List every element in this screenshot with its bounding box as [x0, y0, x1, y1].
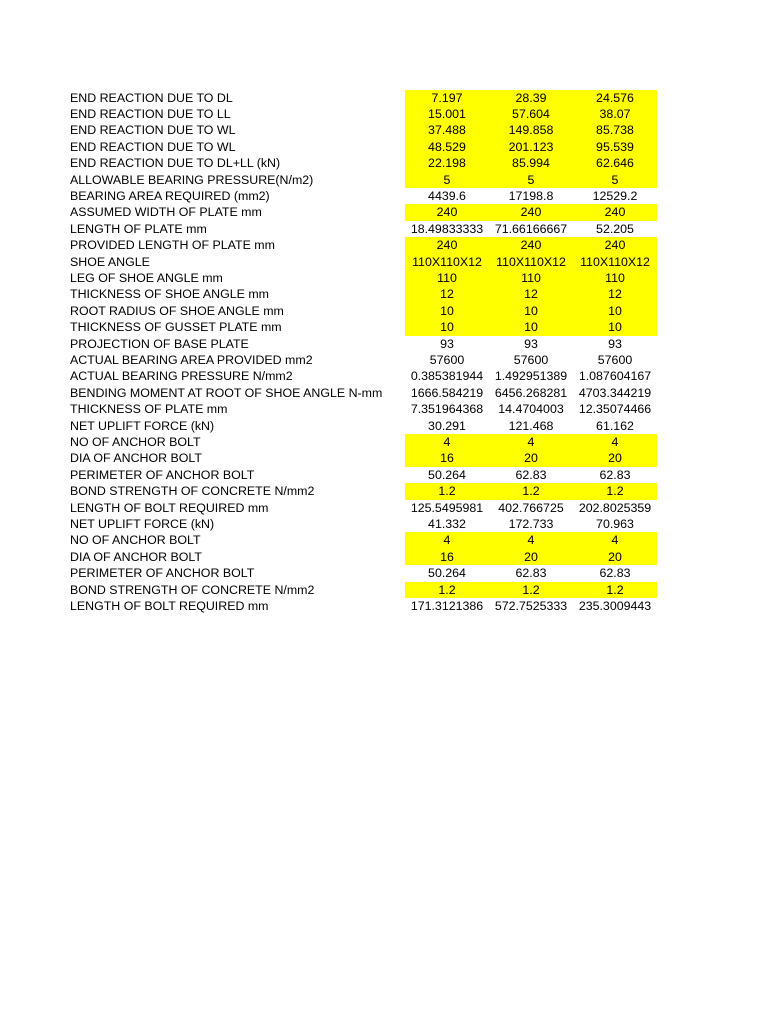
row-label[interactable]: END REACTION DUE TO DL: [70, 90, 233, 105]
table-row: [0, 122, 768, 138]
value-cell[interactable]: 4: [527, 435, 535, 449]
value-cell[interactable]: 1.2: [522, 484, 540, 499]
row-label[interactable]: END REACTION DUE TO WL: [70, 139, 236, 154]
value-cell[interactable]: 240: [604, 205, 626, 220]
row-label[interactable]: ACTUAL BEARING AREA PROVIDED mm2: [70, 353, 313, 367]
value-cell[interactable]: 93: [608, 336, 622, 351]
value-cell[interactable]: 4703.344219: [578, 385, 652, 400]
value-cell[interactable]: 16: [440, 451, 454, 466]
row-label[interactable]: NET UPLIFT FORCE (kN): [70, 418, 215, 433]
value-cell[interactable]: 30.291: [428, 418, 466, 433]
table-row: [0, 336, 768, 352]
value-cell[interactable]: 6456.268281: [494, 385, 568, 400]
value-cell[interactable]: 121.468: [508, 418, 554, 433]
value-cell[interactable]: 62.83: [515, 566, 547, 581]
table-row: [0, 237, 768, 253]
row-label[interactable]: PROJECTION OF BASE PLATE: [70, 336, 249, 351]
row-label[interactable]: THICKNESS OF SHOE ANGLE mm: [70, 287, 269, 302]
value-cell[interactable]: 7.197: [431, 90, 463, 105]
row-label[interactable]: LEG OF SHOE ANGLE mm: [70, 271, 223, 285]
row-label[interactable]: ASSUMED WIDTH OF PLATE mm: [70, 205, 262, 220]
row-label[interactable]: ALLOWABLE BEARING PRESSURE(N/m2): [70, 172, 314, 187]
value-cell[interactable]: 5: [527, 172, 535, 187]
table-row: [0, 434, 768, 450]
value-cell[interactable]: 4: [443, 435, 451, 449]
table-row: [0, 483, 768, 499]
value-cell[interactable]: 28.39: [515, 90, 547, 105]
value-cell[interactable]: 125.5495981: [410, 500, 484, 515]
row-label[interactable]: BOND STRENGTH OF CONCRETE N/mm2: [70, 582, 315, 597]
value-cell[interactable]: 12: [440, 287, 454, 302]
value-cell[interactable]: 240: [520, 205, 542, 220]
value-cell[interactable]: 24.576: [596, 90, 634, 105]
value-cell[interactable]: 62.83: [515, 467, 547, 482]
value-cell[interactable]: 1.2: [438, 484, 456, 499]
row-label[interactable]: PROVIDED LENGTH OF PLATE mm: [70, 238, 275, 253]
value-cell[interactable]: 110: [437, 271, 457, 285]
value-cell[interactable]: 10: [524, 303, 538, 318]
value-cell[interactable]: 1.2: [606, 484, 624, 499]
table-row: [0, 270, 768, 286]
value-cell[interactable]: 1.2: [606, 582, 624, 597]
value-cell[interactable]: 4439.6: [428, 189, 466, 203]
value-cell[interactable]: 62.83: [599, 566, 631, 581]
table-row: [0, 286, 768, 302]
row-label[interactable]: DIA OF ANCHOR BOLT: [70, 451, 202, 466]
value-cell[interactable]: 149.858: [508, 123, 554, 138]
value-cell[interactable]: 240: [436, 205, 458, 220]
table-row: [0, 319, 768, 335]
row-label[interactable]: PERIMETER OF ANCHOR BOLT: [70, 467, 255, 482]
value-cell[interactable]: 0.385381944: [410, 369, 484, 384]
value-cell[interactable]: 71.66166667: [494, 221, 568, 236]
value-cell[interactable]: 110X110X12: [580, 254, 650, 269]
value-cell[interactable]: 22.198: [428, 156, 466, 171]
table-row: [0, 139, 768, 155]
value-cell[interactable]: 1.2: [438, 582, 456, 597]
row-label[interactable]: END REACTION DUE TO DL+LL (kN): [70, 156, 281, 171]
table-row: [0, 221, 768, 237]
value-cell[interactable]: 10: [524, 320, 538, 335]
value-cell[interactable]: 235.3009443: [578, 599, 652, 613]
table-row: [0, 418, 768, 434]
value-cell[interactable]: 93: [440, 336, 454, 351]
value-cell[interactable]: 16: [440, 549, 454, 564]
table-row: [0, 467, 768, 483]
row-label[interactable]: THICKNESS OF PLATE mm: [70, 402, 228, 417]
value-cell[interactable]: 50.264: [428, 467, 466, 482]
value-cell[interactable]: 57600: [429, 353, 465, 367]
value-cell[interactable]: 171.3121386: [410, 599, 484, 613]
table-row: [0, 385, 768, 401]
table-row: [0, 368, 768, 384]
value-cell[interactable]: 12: [524, 287, 538, 302]
value-cell[interactable]: 201.123: [508, 139, 554, 154]
table-row: [0, 450, 768, 466]
table-row: [0, 254, 768, 270]
value-cell[interactable]: 240: [604, 238, 626, 253]
value-cell[interactable]: 1.087604167: [578, 369, 652, 384]
row-label[interactable]: BOND STRENGTH OF CONCRETE N/mm2: [70, 484, 315, 499]
row-label[interactable]: ACTUAL BEARING PRESSURE N/mm2: [70, 369, 293, 384]
value-cell[interactable]: 4: [611, 435, 619, 449]
value-cell[interactable]: 1.2: [522, 582, 540, 597]
value-cell[interactable]: 37.488: [428, 123, 466, 138]
value-cell[interactable]: 14.4704003: [498, 402, 564, 417]
table-row: [0, 516, 768, 532]
value-cell[interactable]: 172.733: [508, 517, 554, 531]
value-cell[interactable]: 1.492951389: [494, 369, 568, 384]
value-cell[interactable]: 61.162: [596, 418, 634, 433]
value-cell[interactable]: 52.205: [596, 221, 634, 236]
value-cell[interactable]: 402.766725: [498, 500, 564, 515]
value-cell[interactable]: 12529.2: [592, 189, 638, 203]
table-row: [0, 172, 768, 188]
value-cell[interactable]: 70.963: [596, 517, 634, 531]
value-cell[interactable]: 240: [436, 238, 458, 253]
row-label[interactable]: BENDING MOMENT AT ROOT OF SHOE ANGLE N-mm: [70, 385, 383, 400]
row-label[interactable]: LENGTH OF BOLT REQUIRED mm: [70, 599, 269, 613]
value-cell[interactable]: 572.7525333: [494, 599, 568, 613]
value-cell[interactable]: 1666.584219: [410, 385, 484, 400]
row-label[interactable]: END REACTION DUE TO WL: [70, 123, 236, 138]
table-row: [0, 188, 768, 204]
value-cell[interactable]: 10: [440, 320, 454, 335]
table-row: [0, 106, 768, 122]
value-cell[interactable]: 110: [605, 271, 625, 285]
value-cell[interactable]: 202.8025359: [578, 500, 652, 515]
value-cell[interactable]: 85.994: [512, 156, 550, 171]
row-label[interactable]: LENGTH OF BOLT REQUIRED mm: [70, 500, 269, 515]
value-cell[interactable]: 62.646: [596, 156, 634, 171]
table-row: [0, 582, 768, 598]
value-cell[interactable]: 110X110X12: [412, 254, 482, 269]
value-cell[interactable]: 20: [524, 451, 538, 466]
value-cell[interactable]: 50.264: [428, 566, 466, 581]
value-cell[interactable]: 4: [527, 533, 535, 548]
row-label[interactable]: ROOT RADIUS OF SHOE ANGLE mm: [70, 303, 284, 318]
row-label[interactable]: NO OF ANCHOR BOLT: [70, 533, 201, 548]
value-cell[interactable]: 20: [524, 549, 538, 564]
value-cell[interactable]: 41.332: [428, 517, 466, 531]
value-cell[interactable]: 110X110X12: [496, 254, 566, 269]
row-label[interactable]: NET UPLIFT FORCE (kN): [70, 517, 215, 531]
value-cell[interactable]: 5: [611, 172, 619, 187]
table-row: [0, 401, 768, 417]
row-label[interactable]: SHOE ANGLE: [70, 254, 150, 269]
row-label[interactable]: THICKNESS OF GUSSET PLATE mm: [70, 320, 282, 335]
table-row: [0, 565, 768, 581]
table-row: [0, 303, 768, 319]
value-cell[interactable]: 10: [440, 303, 454, 318]
row-label[interactable]: DIA OF ANCHOR BOLT: [70, 549, 202, 564]
row-label[interactable]: PERIMETER OF ANCHOR BOLT: [70, 566, 255, 581]
table-row: [0, 352, 768, 368]
row-label[interactable]: END REACTION DUE TO LL: [70, 107, 231, 121]
value-cell[interactable]: 4: [611, 533, 619, 548]
value-cell[interactable]: 62.83: [599, 467, 631, 482]
value-cell[interactable]: 20: [608, 451, 622, 466]
value-cell[interactable]: 5: [443, 172, 451, 187]
value-cell[interactable]: 4: [443, 533, 451, 548]
value-cell[interactable]: 38.07: [599, 107, 631, 121]
row-label[interactable]: NO OF ANCHOR BOLT: [70, 435, 201, 449]
value-cell[interactable]: 110: [521, 271, 541, 285]
row-label[interactable]: BEARING AREA REQUIRED (mm2): [70, 189, 270, 203]
value-cell[interactable]: 93: [524, 336, 538, 351]
table-row: [0, 204, 768, 220]
table-row: [0, 90, 768, 106]
value-cell[interactable]: 12.35074466: [578, 402, 652, 417]
value-cell[interactable]: 15.001: [428, 107, 466, 121]
value-cell[interactable]: 48.529: [428, 139, 466, 154]
value-cell[interactable]: 57600: [513, 353, 549, 367]
table-row: [0, 500, 768, 516]
value-cell[interactable]: 17198.8: [508, 189, 554, 203]
value-cell[interactable]: 57600: [597, 353, 633, 367]
value-cell[interactable]: 20: [608, 549, 622, 564]
value-cell[interactable]: 12: [608, 287, 622, 302]
value-cell[interactable]: 7.351964368: [410, 402, 484, 417]
row-label[interactable]: LENGTH OF PLATE mm: [70, 221, 207, 236]
table-row: [0, 549, 768, 565]
value-cell[interactable]: 240: [520, 238, 542, 253]
value-cell[interactable]: 85.738: [596, 123, 634, 138]
value-cell[interactable]: 10: [608, 303, 622, 318]
value-cell[interactable]: 95.539: [596, 139, 634, 154]
table-row: [0, 532, 768, 548]
value-cell[interactable]: 18.49833333: [410, 221, 484, 236]
table-row: [0, 598, 768, 614]
table-row: [0, 155, 768, 171]
value-cell[interactable]: 10: [608, 320, 622, 335]
value-cell[interactable]: 57.604: [512, 107, 550, 121]
